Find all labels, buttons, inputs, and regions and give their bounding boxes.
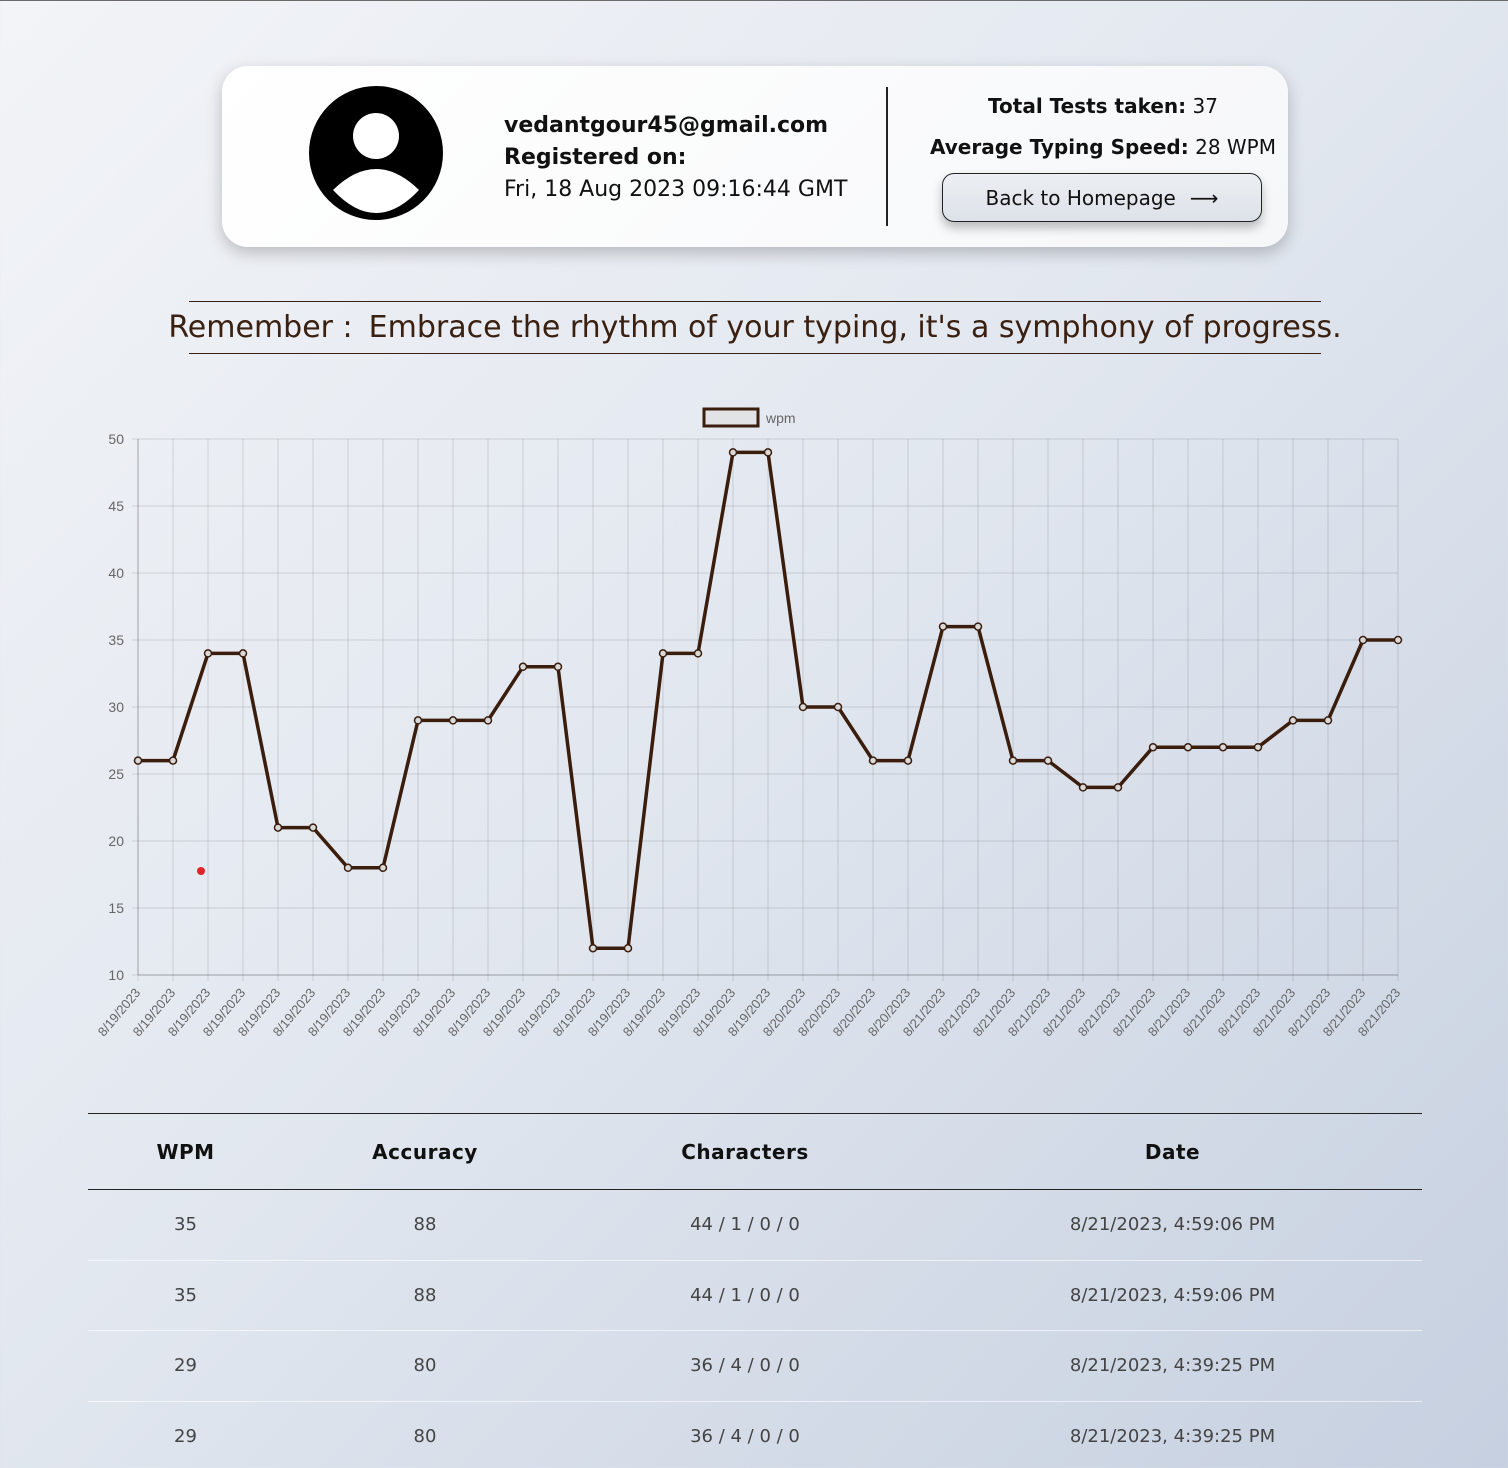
card-divider bbox=[886, 87, 888, 226]
x-tick-label: 8/20/2023 bbox=[864, 985, 914, 1040]
x-tick-label: 8/21/2023 bbox=[1039, 985, 1089, 1040]
x-tick-label: 8/19/2023 bbox=[549, 985, 599, 1040]
registered-date: Fri, 18 Aug 2023 09:16:44 GMT bbox=[504, 177, 848, 202]
data-point bbox=[800, 704, 807, 711]
wpm-line-chart bbox=[0, 396, 1508, 1066]
legend-swatch bbox=[704, 409, 758, 426]
data-point bbox=[1290, 717, 1297, 724]
cell-accuracy: 80 bbox=[413, 1355, 437, 1377]
back-to-homepage-label: Back to Homepage bbox=[985, 185, 1176, 210]
cell-accuracy: 88 bbox=[413, 1214, 437, 1236]
x-tick-label: 8/21/2023 bbox=[1214, 985, 1264, 1040]
data-point bbox=[730, 449, 737, 456]
x-tick-label: 8/19/2023 bbox=[269, 985, 319, 1040]
y-tick-label: 25 bbox=[108, 766, 124, 782]
x-tick-label: 8/19/2023 bbox=[129, 985, 179, 1040]
x-tick-label: 8/20/2023 bbox=[829, 985, 879, 1040]
x-tick-label: 8/21/2023 bbox=[899, 985, 949, 1040]
y-tick-label: 35 bbox=[108, 632, 124, 648]
data-point bbox=[625, 945, 632, 952]
data-point bbox=[240, 650, 247, 657]
quote-label: Remember : bbox=[168, 310, 353, 345]
cell-accuracy: 80 bbox=[413, 1425, 437, 1447]
x-tick-label: 8/21/2023 bbox=[1249, 985, 1299, 1040]
x-tick-label: 8/19/2023 bbox=[234, 985, 284, 1040]
cursor-indicator bbox=[197, 867, 205, 875]
data-point bbox=[765, 449, 772, 456]
data-point bbox=[1220, 744, 1227, 751]
data-point bbox=[660, 650, 667, 657]
data-point bbox=[135, 757, 142, 764]
registered-label: Registered on: bbox=[504, 145, 687, 170]
cell-date: 8/21/2023, 4:59:06 PM bbox=[1069, 1214, 1276, 1236]
x-tick-label: 8/21/2023 bbox=[969, 985, 1019, 1040]
data-point bbox=[380, 864, 387, 871]
cell-characters: 44 / 1 / 0 / 0 bbox=[690, 1214, 800, 1236]
data-point bbox=[1150, 744, 1157, 751]
total-tests-label: Total Tests taken: bbox=[988, 94, 1187, 118]
data-point bbox=[905, 757, 912, 764]
header-accuracy: Accuracy bbox=[372, 1139, 478, 1164]
x-tick-label: 8/19/2023 bbox=[339, 985, 389, 1040]
data-point bbox=[940, 623, 947, 630]
cell-date: 8/21/2023, 4:39:25 PM bbox=[1069, 1355, 1276, 1377]
average-speed-label: Average Typing Speed: bbox=[930, 135, 1189, 159]
y-tick-label: 15 bbox=[108, 900, 124, 916]
data-point bbox=[1185, 744, 1192, 751]
stats-panel bbox=[918, 92, 1288, 174]
table-header bbox=[88, 1113, 1422, 1190]
profile-card bbox=[222, 66, 1288, 247]
data-point bbox=[555, 663, 562, 670]
data-point bbox=[870, 757, 877, 764]
cell-wpm: 29 bbox=[174, 1355, 197, 1377]
data-point bbox=[485, 717, 492, 724]
x-tick-label: 8/19/2023 bbox=[199, 985, 249, 1040]
data-point bbox=[1115, 784, 1122, 791]
y-tick-label: 30 bbox=[108, 699, 124, 715]
x-tick-label: 8/19/2023 bbox=[444, 985, 494, 1040]
results-table bbox=[88, 1113, 1422, 1468]
y-tick-label: 45 bbox=[108, 498, 124, 514]
cell-wpm: 29 bbox=[174, 1425, 197, 1447]
x-tick-label: 8/21/2023 bbox=[1354, 985, 1404, 1040]
total-tests-value: 37 bbox=[1192, 94, 1218, 118]
cell-characters: 36 / 4 / 0 / 0 bbox=[690, 1425, 800, 1447]
data-point bbox=[415, 717, 422, 724]
data-point bbox=[1325, 717, 1332, 724]
cell-wpm: 35 bbox=[174, 1214, 197, 1236]
data-point bbox=[1395, 637, 1402, 644]
data-point bbox=[1080, 784, 1087, 791]
data-point bbox=[590, 945, 597, 952]
cell-date: 8/21/2023, 4:59:06 PM bbox=[1069, 1284, 1276, 1306]
x-tick-label: 8/19/2023 bbox=[514, 985, 564, 1040]
table-row bbox=[88, 1402, 1422, 1468]
data-point bbox=[310, 824, 317, 831]
arrow-right-icon: ⟶ bbox=[1189, 185, 1219, 210]
cell-date: 8/21/2023, 4:39:25 PM bbox=[1069, 1425, 1276, 1447]
data-point bbox=[275, 824, 282, 831]
table-row bbox=[88, 1331, 1422, 1402]
table-row bbox=[88, 1261, 1422, 1332]
data-point bbox=[205, 650, 212, 657]
x-tick-label: 8/19/2023 bbox=[164, 985, 214, 1040]
x-tick-label: 8/19/2023 bbox=[304, 985, 354, 1040]
x-tick-label: 8/20/2023 bbox=[759, 985, 809, 1040]
x-tick-label: 8/21/2023 bbox=[1074, 985, 1124, 1040]
data-point bbox=[835, 704, 842, 711]
data-point bbox=[975, 623, 982, 630]
cell-characters: 36 / 4 / 0 / 0 bbox=[690, 1355, 800, 1377]
average-speed-value: 28 WPM bbox=[1195, 135, 1276, 159]
x-tick-label: 8/21/2023 bbox=[1004, 985, 1054, 1040]
quote-text: Embrace the rhythm of your typing, it's a symphony of progress. bbox=[368, 310, 1342, 345]
x-tick-label: 8/19/2023 bbox=[374, 985, 424, 1040]
x-tick-label: 8/20/2023 bbox=[794, 985, 844, 1040]
data-point bbox=[1010, 757, 1017, 764]
x-tick-label: 8/19/2023 bbox=[409, 985, 459, 1040]
total-tests bbox=[918, 92, 1288, 133]
x-tick-label: 8/19/2023 bbox=[619, 985, 669, 1040]
table-row bbox=[88, 1190, 1422, 1261]
data-point bbox=[170, 757, 177, 764]
data-point bbox=[1360, 637, 1367, 644]
data-point bbox=[695, 650, 702, 657]
x-tick-label: 8/19/2023 bbox=[479, 985, 529, 1040]
cell-wpm: 35 bbox=[174, 1284, 197, 1306]
x-tick-label: 8/19/2023 bbox=[94, 985, 144, 1040]
data-point bbox=[345, 864, 352, 871]
y-tick-label: 50 bbox=[108, 431, 124, 447]
y-tick-label: 40 bbox=[108, 565, 124, 581]
y-tick-label: 10 bbox=[108, 967, 124, 983]
user-avatar-icon bbox=[309, 86, 443, 220]
back-to-homepage-button[interactable] bbox=[942, 173, 1262, 222]
x-tick-label: 8/21/2023 bbox=[1284, 985, 1334, 1040]
cell-accuracy: 88 bbox=[413, 1284, 437, 1306]
x-tick-label: 8/21/2023 bbox=[1319, 985, 1369, 1040]
x-tick-label: 8/21/2023 bbox=[1179, 985, 1229, 1040]
header-date: Date bbox=[1144, 1139, 1201, 1164]
legend-label: wpm bbox=[766, 410, 796, 426]
header-characters: Characters bbox=[681, 1139, 809, 1164]
average-speed bbox=[918, 133, 1288, 174]
y-tick-label: 20 bbox=[108, 833, 124, 849]
x-tick-label: 8/21/2023 bbox=[934, 985, 984, 1040]
cell-characters: 44 / 1 / 0 / 0 bbox=[690, 1284, 800, 1306]
data-point bbox=[1255, 744, 1262, 751]
data-point bbox=[520, 663, 527, 670]
x-tick-label: 8/19/2023 bbox=[724, 985, 774, 1040]
x-tick-label: 8/21/2023 bbox=[1109, 985, 1159, 1040]
x-tick-label: 8/19/2023 bbox=[654, 985, 704, 1040]
header-wpm: WPM bbox=[156, 1139, 215, 1164]
user-info bbox=[504, 110, 847, 206]
data-point bbox=[450, 717, 457, 724]
motivation-quote bbox=[168, 301, 1342, 354]
x-tick-label: 8/19/2023 bbox=[689, 985, 739, 1040]
x-tick-label: 8/19/2023 bbox=[584, 985, 634, 1040]
user-email: vedantgour45@gmail.com bbox=[504, 113, 829, 138]
x-tick-label: 8/21/2023 bbox=[1144, 985, 1194, 1040]
data-point bbox=[1045, 757, 1052, 764]
